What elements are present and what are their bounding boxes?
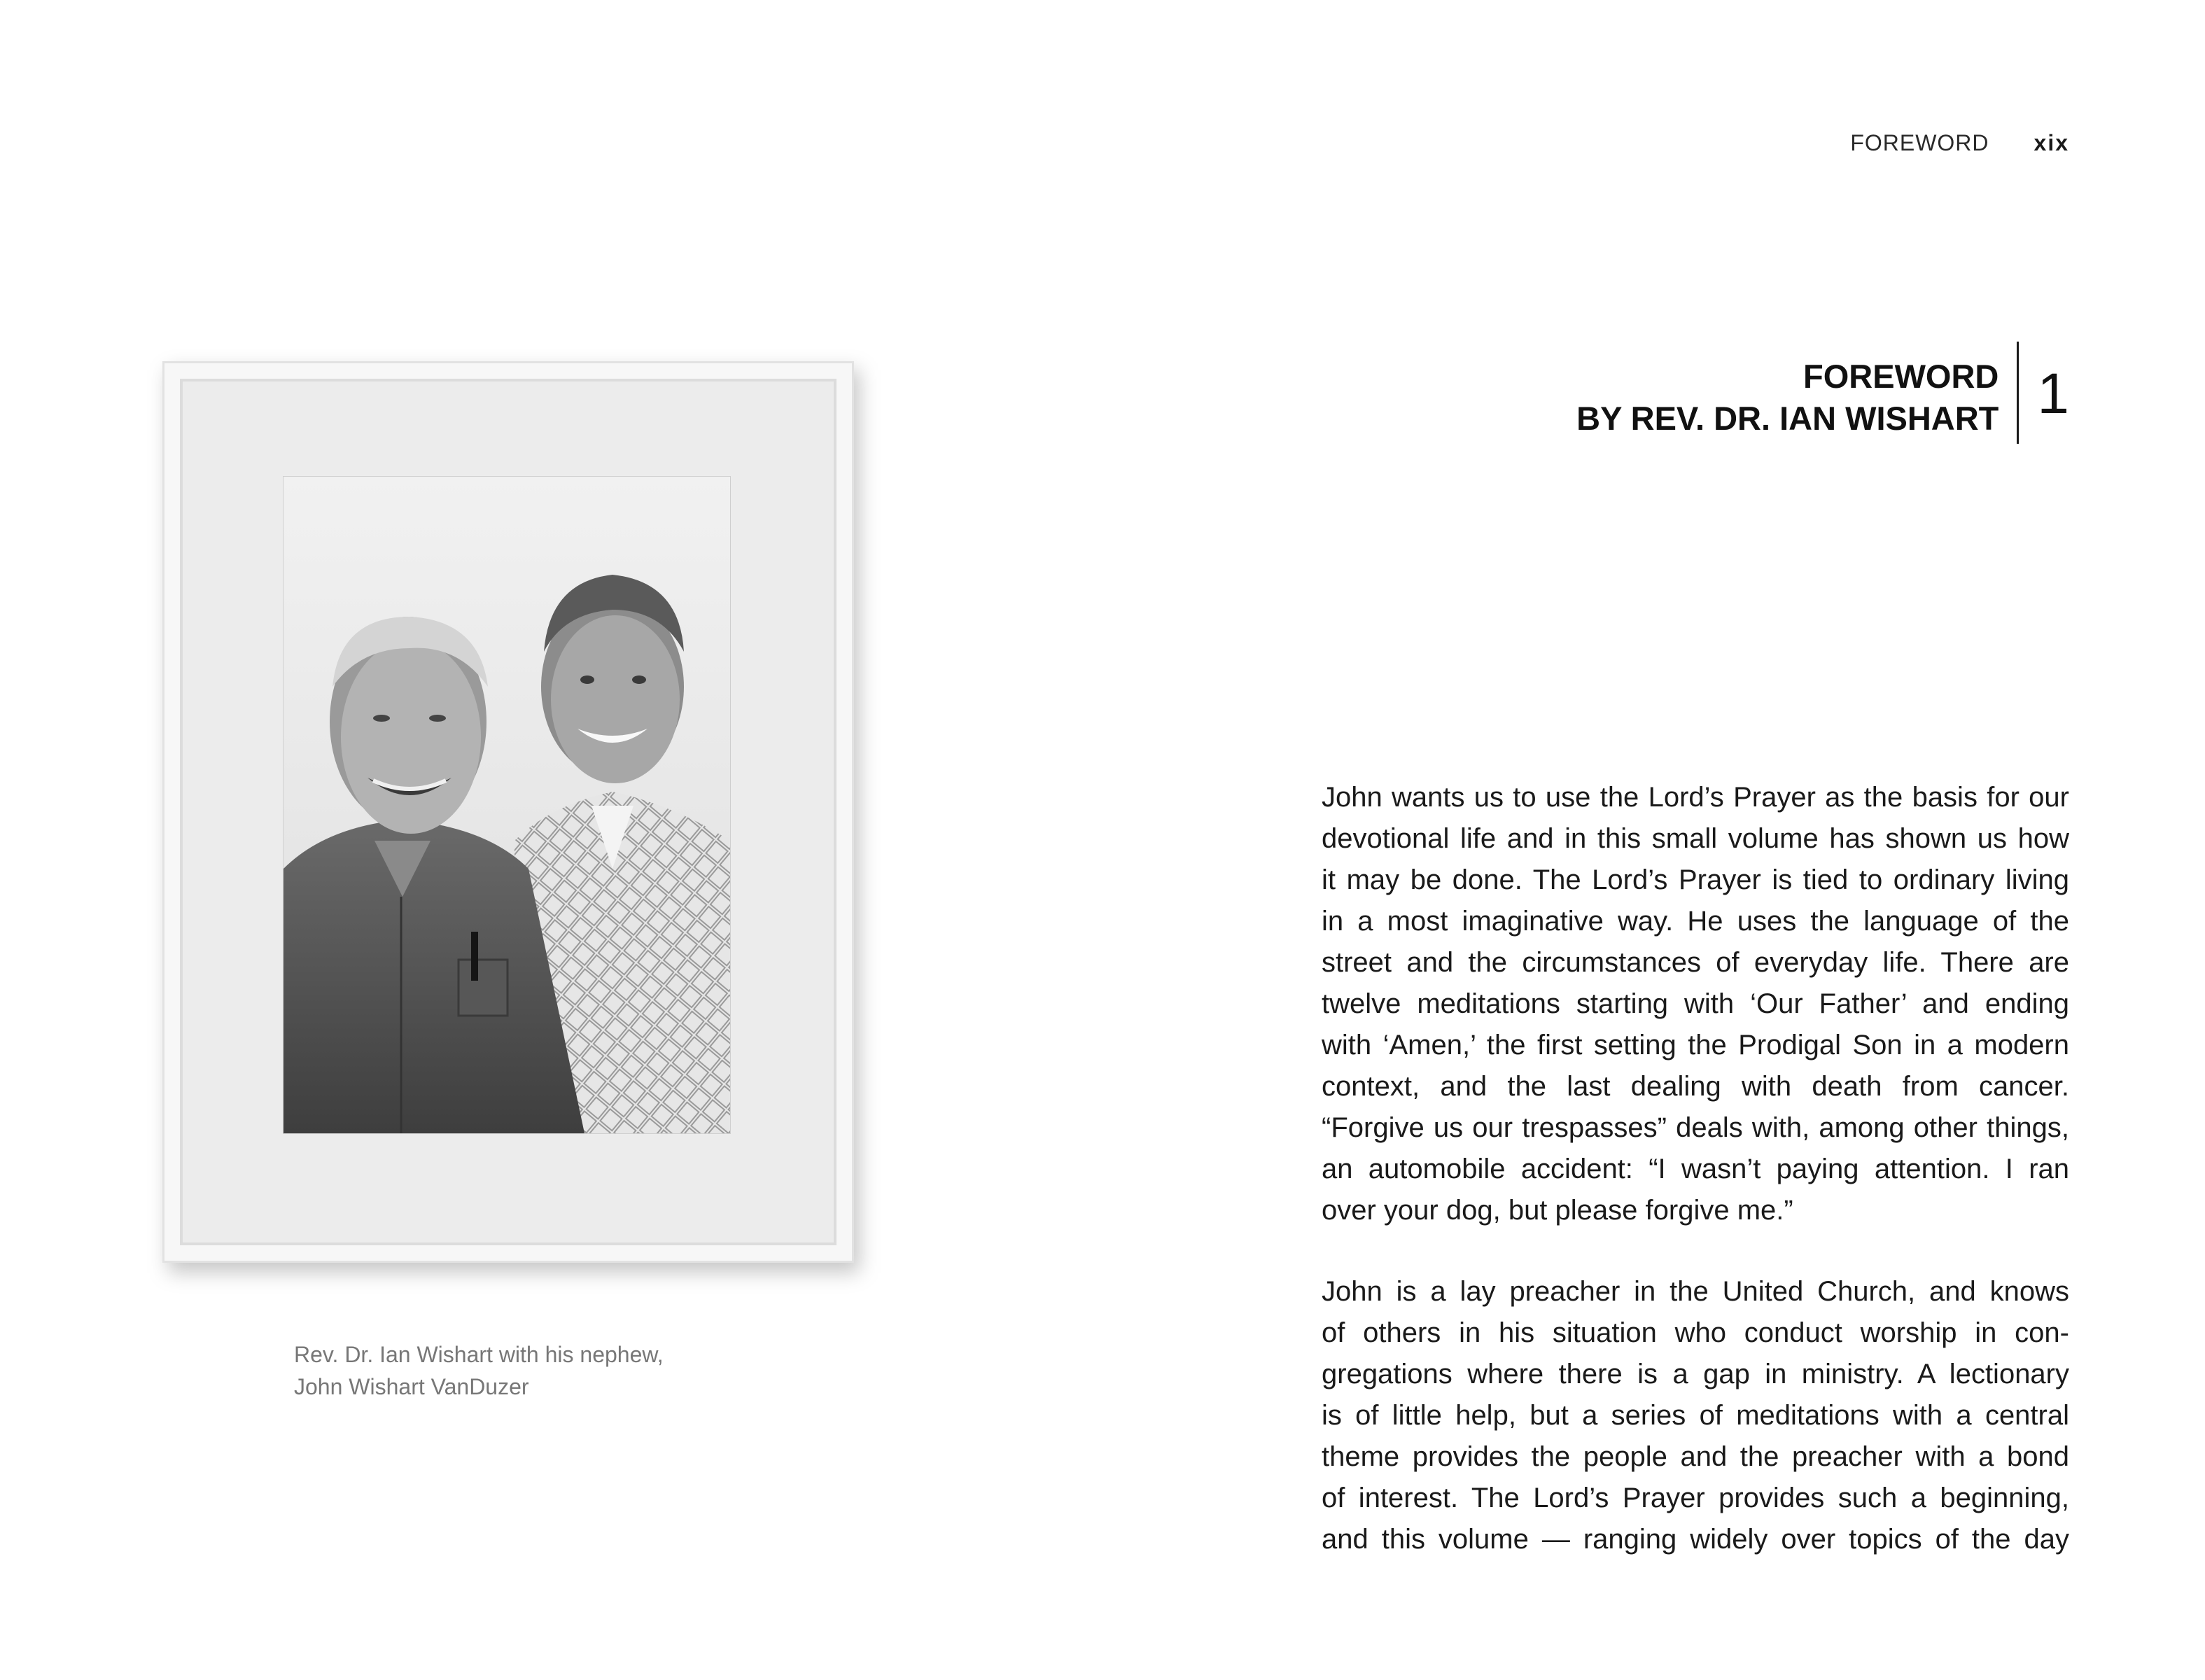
chapter-title-line-2: BY REV. DR. IAN WISHART <box>1576 400 1999 437</box>
text-line: gregations where there is a gap in ministry. A lectionary <box>1322 1359 2069 1390</box>
picture-frame <box>162 361 854 1263</box>
text-line: John wants us to use the Lord’s Prayer as the basis for our <box>1322 782 2069 813</box>
text-line: of interest. The Lord’s Prayer provides such a beginning, <box>1322 1483 2069 1513</box>
text-line: it may be done. The Lord’s Prayer is tied to ordinary living <box>1322 864 2069 895</box>
text-line: over your dog, but please forgive me.” <box>1322 1195 1793 1226</box>
body-paragraph-1 <box>1322 777 2069 1231</box>
text-line: twelve meditations starting with ‘Our Father’ and ending <box>1322 988 2069 1019</box>
text-line: an automobile accident: “I wasn’t paying attention. I ran <box>1322 1154 2069 1184</box>
text-line: and this volume — ranging widely over topics of the day <box>1322 1524 2069 1555</box>
running-head-section: FOREWORD <box>1850 130 1989 155</box>
chapter-heading <box>1576 342 2069 444</box>
text-line: “Forgive us our trespasses” deals with, among other things, <box>1322 1112 2069 1143</box>
text-line: context, and the last dealing with death from cancer. <box>1322 1071 2069 1102</box>
body-paragraph-2 <box>1322 1271 2069 1560</box>
chapter-title-line-1: FOREWORD <box>1803 358 1999 395</box>
caption-line-1: Rev. Dr. Ian Wishart with his nephew, <box>294 1342 664 1367</box>
text-line: of others in his situation who conduct worship in con- <box>1322 1317 2069 1348</box>
figure-caption <box>294 1338 664 1403</box>
text-line: John is a lay preacher in the United Church, and knows <box>1322 1276 2069 1307</box>
text-line: is of little help, but a series of meditations with a central <box>1322 1400 2069 1431</box>
text-line: with ‘Amen,’ the first setting the Prodigal Son in a modern <box>1322 1030 2069 1060</box>
text-line: street and the circumstances of everyday life. There are <box>1322 947 2069 978</box>
text-line: devotional life and in this small volume has shown us how <box>1322 823 2069 854</box>
running-head <box>1850 130 2069 156</box>
caption-line-2: John Wishart VanDuzer <box>294 1374 529 1399</box>
photograph-illustration <box>284 477 730 1133</box>
page-number: xix <box>2033 130 2069 155</box>
text-line: theme provides the people and the preacher with a bond <box>1322 1441 2069 1472</box>
text-line: in a most imaginative way. He uses the language of the <box>1322 906 2069 937</box>
chapter-title <box>1576 342 2017 440</box>
photograph <box>284 477 730 1133</box>
chapter-number: 1 <box>2037 362 2069 426</box>
